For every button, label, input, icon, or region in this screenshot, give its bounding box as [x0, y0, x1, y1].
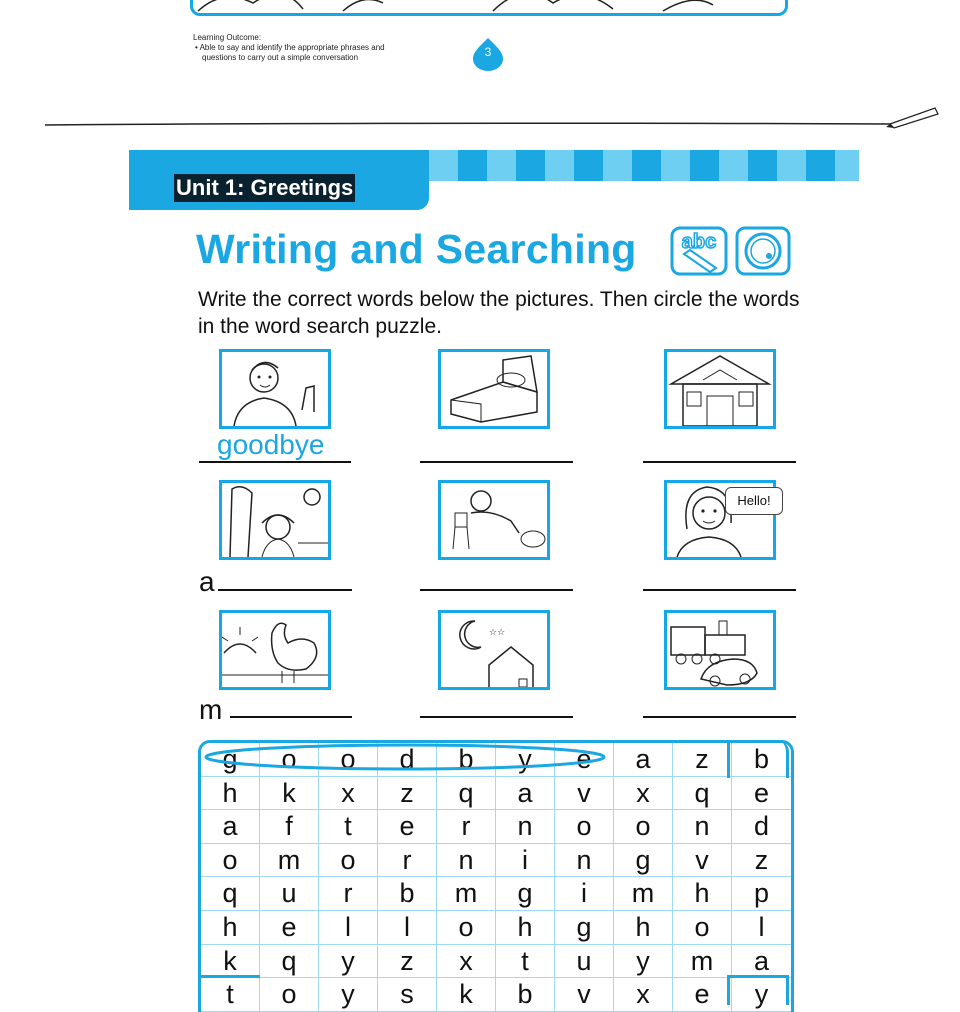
word-search-cell[interactable]: m [614, 877, 673, 911]
answer-line-3 [643, 461, 796, 463]
word-search-cell[interactable]: t [496, 945, 555, 979]
word-search-cell[interactable]: a [496, 777, 555, 811]
answer-line-8 [420, 716, 573, 718]
word-search-cell[interactable]: y [319, 978, 378, 1012]
answer-prefix-7: m [199, 694, 223, 725]
word-search-cell[interactable]: t [319, 810, 378, 844]
word-search-cell[interactable]: f [260, 810, 319, 844]
word-search-cell[interactable]: b [437, 743, 496, 777]
boy-playing-toys-icon [438, 480, 550, 560]
word-search-cell[interactable]: l [378, 911, 437, 945]
rooster-sunrise-icon [219, 610, 331, 690]
word-search-cell[interactable]: m [260, 844, 319, 878]
word-search-cell[interactable]: v [555, 978, 614, 1012]
word-search-cell[interactable]: k [437, 978, 496, 1012]
word-search-cell[interactable]: n [673, 810, 732, 844]
page-number: 3 [484, 45, 492, 59]
word-search-cell[interactable]: e [378, 810, 437, 844]
word-search-cell[interactable]: a [732, 945, 791, 979]
page-title: Writing and Searching [196, 226, 637, 272]
word-search-cell[interactable]: o [319, 743, 378, 777]
word-search-cell[interactable]: e [673, 978, 732, 1012]
word-search-cell[interactable]: o [614, 810, 673, 844]
word-search-cell[interactable]: b [732, 743, 791, 777]
word-search-cell[interactable]: z [378, 945, 437, 979]
word-search-cell[interactable]: y [732, 978, 791, 1012]
word-search-cell[interactable]: b [496, 978, 555, 1012]
column-highlight-bottom [727, 975, 789, 1005]
speech-bubble: Hello! [725, 487, 783, 515]
word-search-cell[interactable]: o [260, 978, 319, 1012]
word-search-grid [198, 740, 794, 1012]
word-search-cell[interactable]: o [437, 911, 496, 945]
word-search-cell[interactable]: m [437, 877, 496, 911]
sunny-afternoon-icon [219, 480, 331, 560]
word-search-cell[interactable]: u [260, 877, 319, 911]
answer-prefix-4: a [199, 566, 215, 597]
bed-icon [438, 349, 550, 429]
word-search-cell[interactable]: k [260, 777, 319, 811]
word-search-cell[interactable]: n [437, 844, 496, 878]
pencil-icon [886, 108, 938, 128]
word-search-cell[interactable]: h [673, 877, 732, 911]
answer-line-4 [218, 589, 352, 591]
word-search-cell[interactable]: x [614, 777, 673, 811]
circled-word-goodbye [203, 742, 607, 772]
previous-page-picture-frame [190, 0, 788, 16]
word-search-cell[interactable]: r [319, 877, 378, 911]
word-search-cell[interactable]: e [732, 777, 791, 811]
answer-line-6 [643, 589, 796, 591]
word-search-cell[interactable]: q [437, 777, 496, 811]
word-search-cell[interactable]: y [614, 945, 673, 979]
word-search-cell[interactable]: a [201, 810, 260, 844]
word-search-cell[interactable]: k [201, 945, 260, 979]
word-search-cell[interactable]: z [732, 844, 791, 878]
moon-night-icon [438, 610, 550, 690]
word-search-cell[interactable]: e [260, 911, 319, 945]
word-search-cell[interactable]: s [378, 978, 437, 1012]
unit-title: Unit 1: Greetings [176, 175, 354, 200]
word-search-cell[interactable]: o [555, 810, 614, 844]
word-search-cell[interactable]: r [378, 844, 437, 878]
word-search-cell[interactable]: i [555, 877, 614, 911]
word-search-cell[interactable]: l [319, 911, 378, 945]
learning-outcome-line-1: • Able to say and identify the appropriate phrases and [195, 43, 385, 52]
word-search-cell[interactable]: e [555, 743, 614, 777]
learning-outcome-line-2: questions to carry out a simple conversation [202, 53, 359, 62]
word-search-cell[interactable]: u [555, 945, 614, 979]
abc-pencil-icon [670, 226, 728, 276]
word-search-cell[interactable]: y [319, 945, 378, 979]
word-search-cell[interactable]: h [614, 911, 673, 945]
answer-line-9 [643, 716, 796, 718]
row-highlight-bottom [198, 975, 260, 1005]
answer-1: goodbye [217, 429, 325, 460]
banner-stripe [429, 150, 859, 181]
toy-train-car-icon [664, 610, 776, 690]
learning-outcome [193, 33, 385, 63]
word-search-cell[interactable]: x [614, 978, 673, 1012]
word-search-cell[interactable]: h [201, 911, 260, 945]
word-search-cell[interactable]: x [319, 777, 378, 811]
word-search-cell[interactable]: v [555, 777, 614, 811]
word-search-cell[interactable]: p [732, 877, 791, 911]
word-search-cell[interactable]: z [673, 743, 732, 777]
word-search-cell[interactable]: o [201, 844, 260, 878]
answer-line-1 [199, 461, 351, 463]
answer-line-7 [230, 716, 352, 718]
word-search-cell[interactable]: l [732, 911, 791, 945]
pencil-divider [0, 100, 960, 140]
word-search-cell[interactable]: g [555, 911, 614, 945]
word-search-cell[interactable]: a [614, 743, 673, 777]
answer-line-5 [420, 589, 573, 591]
word-search-cell[interactable]: h [496, 911, 555, 945]
word-search-cell[interactable]: o [673, 911, 732, 945]
word-search-cell[interactable]: g [496, 877, 555, 911]
word-search-cell[interactable]: b [378, 877, 437, 911]
house-icon [664, 349, 776, 429]
svg-text:☆☆: ☆☆ [489, 628, 506, 638]
word-search-cell[interactable]: d [378, 743, 437, 777]
word-search-cell[interactable]: q [201, 877, 260, 911]
word-search-cell[interactable]: n [555, 844, 614, 878]
word-search-cell[interactable]: q [260, 945, 319, 979]
word-search-cell[interactable]: m [673, 945, 732, 979]
magnifier-icon [735, 226, 791, 276]
svg-text:abc: abc [681, 231, 717, 253]
learning-outcome-heading: Learning Outcome: [193, 33, 262, 42]
word-search-cell[interactable]: x [437, 945, 496, 979]
word-search-cell[interactable]: d [732, 810, 791, 844]
answer-line-2 [420, 461, 573, 463]
boy-waving-icon [219, 349, 331, 429]
word-search-cell[interactable]: v [673, 844, 732, 878]
word-search-cell[interactable]: o [319, 844, 378, 878]
word-search-cell[interactable]: z [378, 777, 437, 811]
instructions: Write the correct words below the pictures. Then circle the words in the word search puzzle. [198, 288, 800, 338]
word-search-cell[interactable]: n [496, 810, 555, 844]
word-search-cell[interactable]: i [496, 844, 555, 878]
word-search-cell[interactable]: t [201, 978, 260, 1012]
word-search-cell[interactable]: r [437, 810, 496, 844]
word-search-cell[interactable]: q [673, 777, 732, 811]
column-highlight-top [727, 740, 789, 778]
word-search-cell[interactable]: o [260, 743, 319, 777]
word-search-cell[interactable]: h [201, 777, 260, 811]
word-search-cell[interactable]: g [201, 743, 260, 777]
word-search-cell[interactable]: y [496, 743, 555, 777]
word-search-cell[interactable]: g [614, 844, 673, 878]
